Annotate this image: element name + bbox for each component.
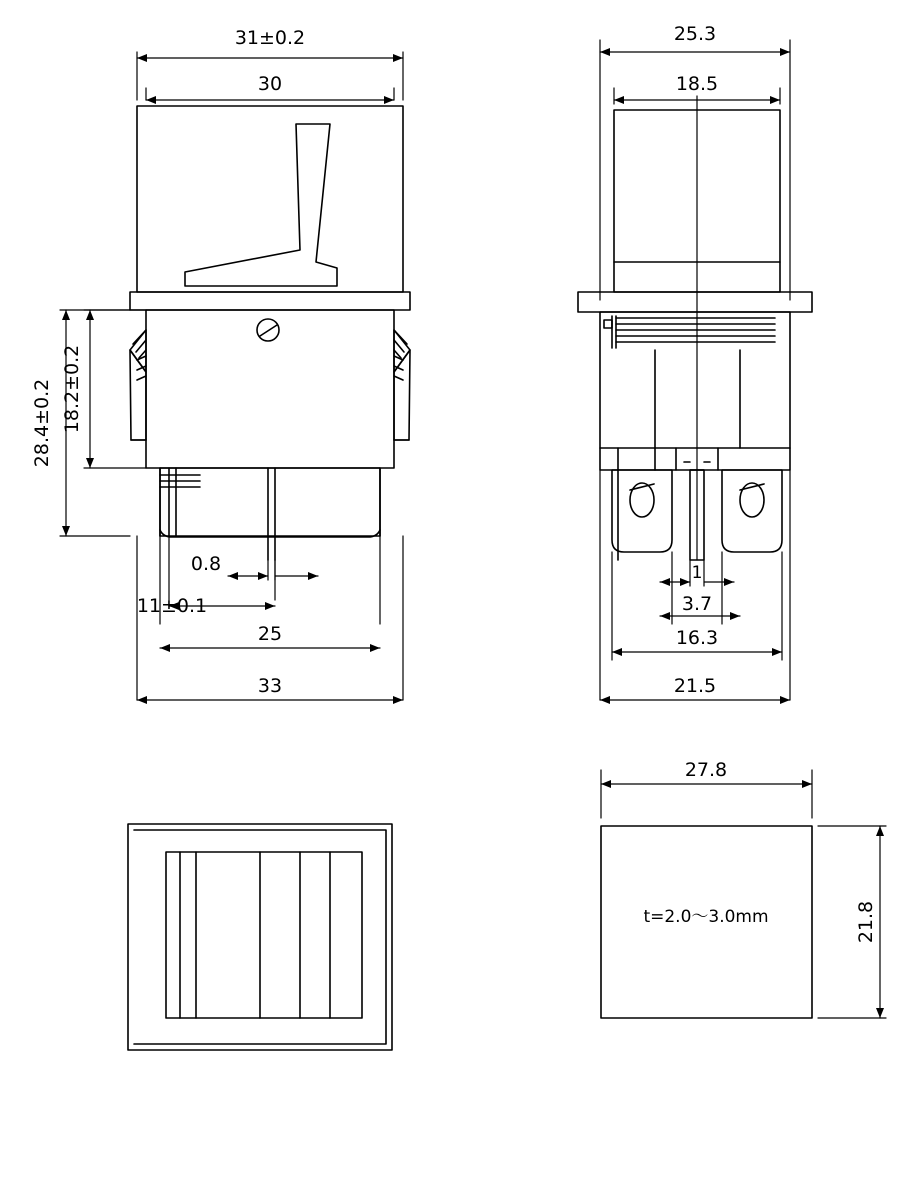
dim-label-18-5: 18.5: [675, 73, 719, 95]
bottom-view-geometry: [128, 824, 392, 1050]
note-panel-thickness: t=2.0〜3.0mm: [643, 907, 769, 927]
front-view-geometry: [130, 106, 410, 560]
dim-label-18-2: 18.2±0.2: [61, 344, 83, 434]
dim-label-25-3: 25.3: [673, 23, 717, 45]
dim-label-1: 1: [691, 563, 703, 583]
dim-label-16-3: 16.3: [675, 627, 719, 649]
dim-label-21-8: 21.8: [855, 900, 877, 944]
dim-label-33: 33: [257, 675, 283, 697]
dim-label-27-8: 27.8: [684, 759, 728, 781]
dim-label-0-8: 0.8: [190, 553, 222, 575]
dim-label-3-7: 3.7: [681, 593, 713, 615]
panel-cutout-dimensions: [601, 770, 886, 1018]
dim-label-21-5: 21.5: [673, 675, 717, 697]
front-view-dimensions: [60, 52, 403, 700]
dim-label-30: 30: [257, 73, 283, 95]
dim-label-25: 25: [257, 623, 283, 645]
dim-label-11: 11±0.1: [136, 595, 208, 617]
dim-label-28-4: 28.4±0.2: [31, 378, 53, 468]
dim-label-31: 31±0.2: [234, 27, 306, 49]
side-view-geometry: [578, 96, 812, 560]
